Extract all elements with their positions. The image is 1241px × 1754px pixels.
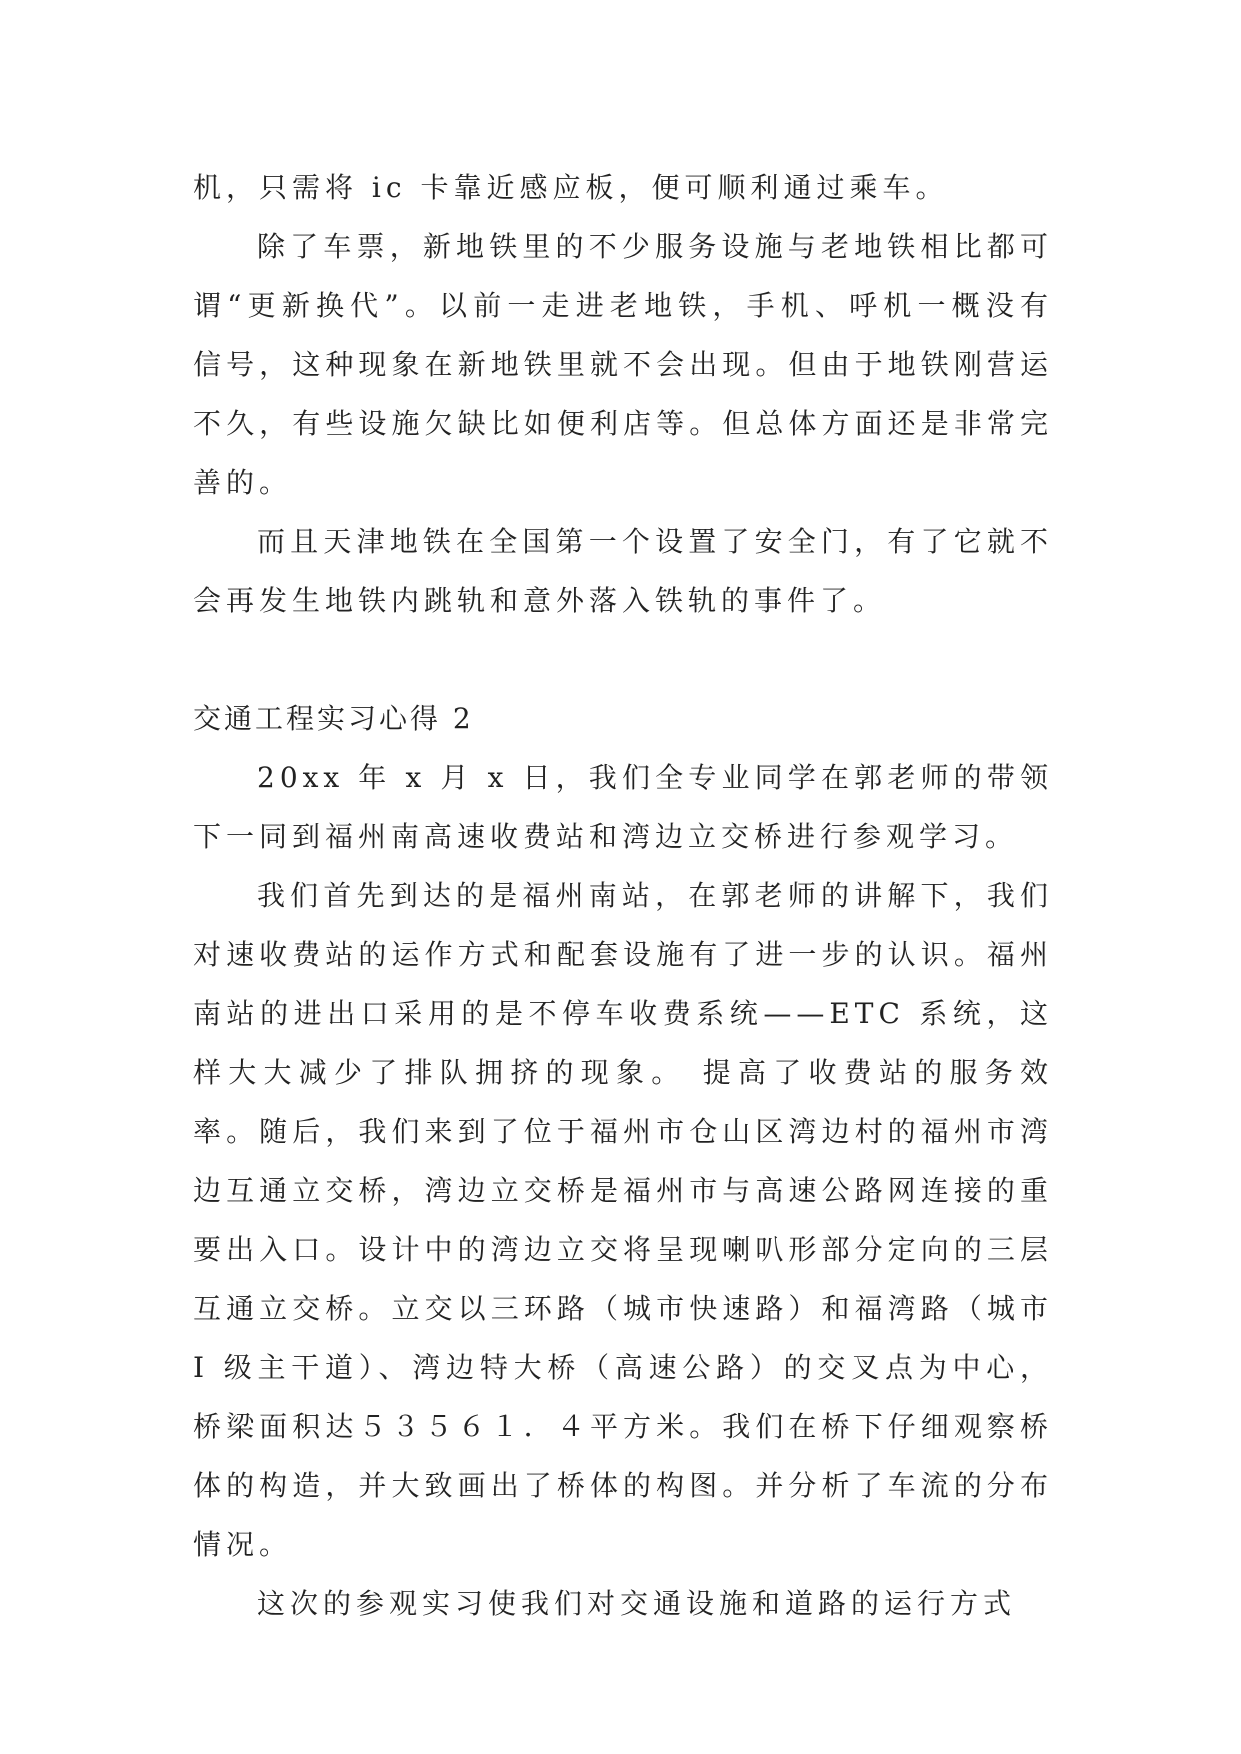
paragraph-facilities: 除了车票，新地铁里的不少服务设施与老地铁相比都可谓“更新换代”。以前一走进老地铁，手机、呼机一概没有信号，这种现象在新地铁里就不会出现。但由于地铁刚营运不久，有些设施欠缺比如便利店等。但总体方面还是非常完善的。 xyxy=(193,230,1053,499)
section-spacer xyxy=(193,630,1053,689)
section-heading: 交通工程实习心得 2 xyxy=(193,702,474,735)
document-body xyxy=(193,158,1053,1633)
paragraph-safety-doors: 而且天津地铁在全国第一个设置了安全门，有了它就不会再发生地铁内跳轨和意外落入铁轨的事件了。 xyxy=(193,525,1053,617)
paragraph-visit-date: 20xx 年 x 月 x 日，我们全专业同学在郭老师的带领下一同到福州南高速收费站和湾边立交桥进行参观学习。 xyxy=(193,761,1053,853)
paragraph-conclusion: 这次的参观实习使我们对交通设施和道路的运行方式 xyxy=(257,1587,1017,1620)
paragraph-visit-details: 我们首先到达的是福州南站，在郭老师的讲解下，我们对速收费站的运作方式和配套设施有了进一步的认识。福州南站的进出口采用的是不停车收费系统——ETC 系统，这样大大减少了排队拥挤的现象。 提高了收费站的服务效率。随后，我们来到了位于福州市仓山区湾边村的福州市湾边互通立交桥，湾边立交桥是福州市与高速公路网连接的重要出入口。设计中的湾边立交将呈现喇叭形部分定向的三层互通立交桥。立交以三环路（城市快速路）和福湾路（城市 I 级主干道）、湾边特大桥（高速公路）的交叉点为中心，桥梁面积达５３５６１．４平方米。我们在桥下仔细观察桥体的构造，并大致画出了桥体的构图。并分析了车流的分布情况。 xyxy=(193,879,1053,1561)
paragraph-continuation: 机，只需将 ic 卡靠近感应板，便可顺利通过乘车。 xyxy=(193,171,949,204)
